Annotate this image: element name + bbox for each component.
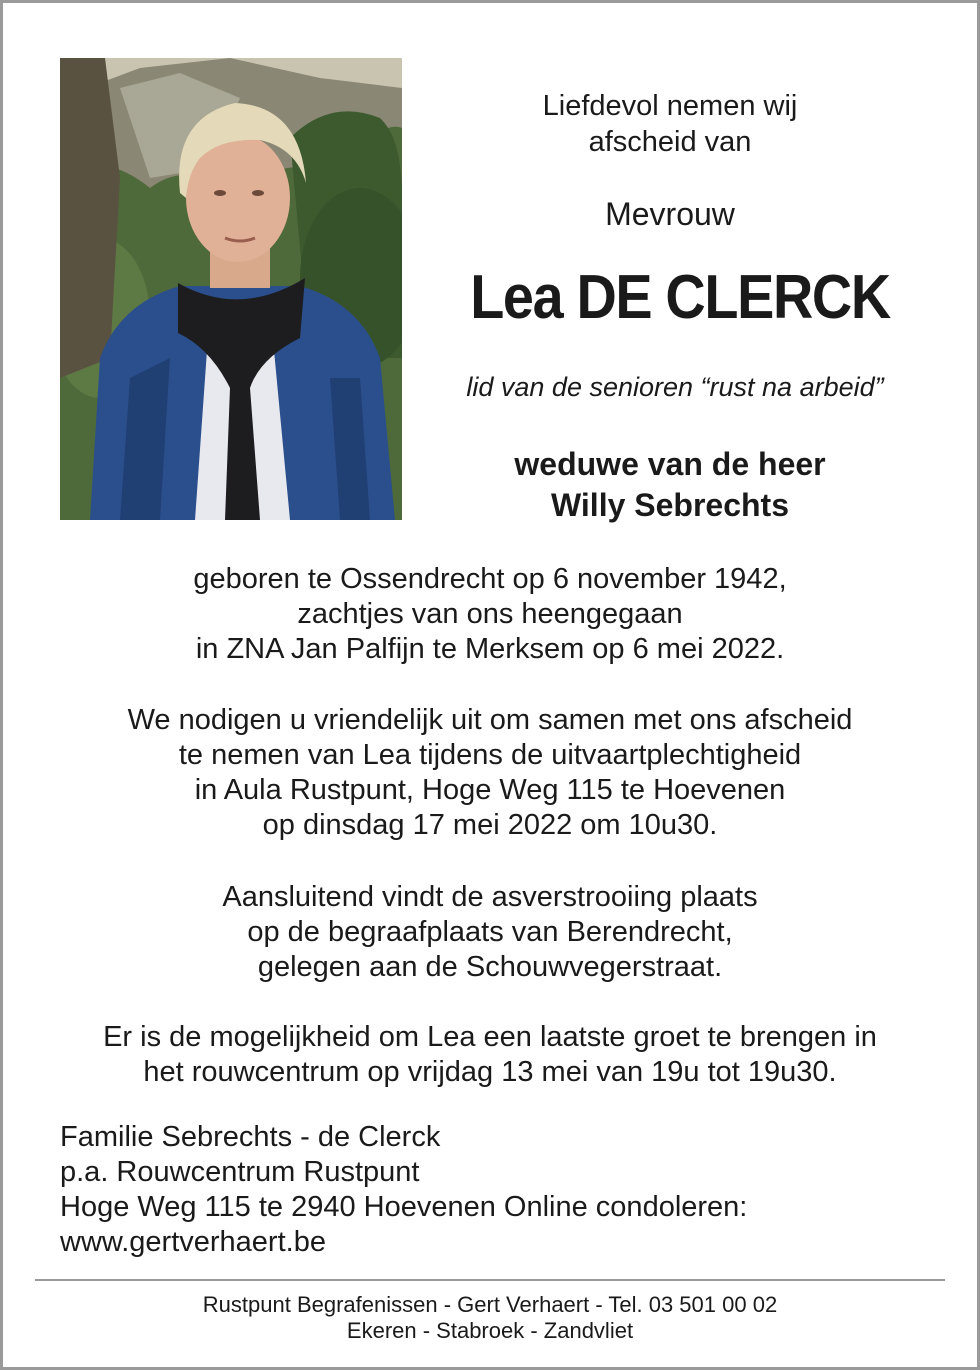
paragraph-line: te nemen van Lea tijdens de uitvaartplechtigheid <box>178 739 802 771</box>
paragraph-line: in ZNA Jan Palfijn te Merksem op 6 mei 2022. <box>195 633 785 665</box>
footer-line: Ekeren - Stabroek - Zandvliet <box>346 1318 634 1343</box>
deceased-name: Lea DE CLERCK <box>470 263 890 332</box>
honorific: Mevrouw <box>605 196 735 232</box>
paragraph-line: gelegen aan de Schouwvegerstraat. <box>257 951 723 983</box>
intro-line: afscheid van <box>588 126 752 158</box>
visitation-paragraph <box>40 1020 940 1090</box>
scattering-paragraph <box>40 880 940 985</box>
paragraph-line: in Aula Rustpunt, Hoge Weg 115 te Hoevenen <box>194 774 786 806</box>
intro-text <box>430 88 910 160</box>
birth-death-paragraph <box>40 562 940 667</box>
condolence-link[interactable]: www.gertverhaert.be <box>60 1226 326 1258</box>
portrait-illustration <box>60 58 402 520</box>
paragraph-line: zachtjes van ons heengegaan <box>297 598 683 630</box>
footer-line: Rustpunt Begrafenissen - Gert Verhaert - Tel. 03 501 00 02 <box>202 1292 778 1317</box>
widow-line: Willy Sebrechts <box>550 487 789 523</box>
widow-note <box>430 444 910 526</box>
widow-line: weduwe van de heer <box>514 446 826 482</box>
family-address <box>60 1120 920 1260</box>
paragraph-line: We nodigen u vriendelijk uit om samen met ons afscheid <box>127 704 853 736</box>
paragraph-line: geboren te Ossendrecht op 6 november 1942, <box>193 563 787 595</box>
paragraph-line: op de begraafplaats van Berendrecht, <box>247 916 733 948</box>
paragraph-line: Aansluitend vindt de asverstrooiing plaats <box>222 881 758 913</box>
footer-divider <box>35 1279 945 1281</box>
paragraph-line: het rouwcentrum op vrijdag 13 mei van 19u tot 19u30. <box>143 1056 837 1088</box>
family-line: Hoge Weg 115 te 2940 Hoevenen Online condoleren: <box>60 1191 748 1223</box>
funeral-home-footer <box>40 1292 940 1344</box>
paragraph-line: Er is de mogelijkheid om Lea een laatste groet te brengen in <box>103 1021 877 1053</box>
membership-note: lid van de senioren “rust na arbeid” <box>466 372 884 402</box>
family-line: Familie Sebrechts - de Clerck <box>60 1121 441 1153</box>
family-line: p.a. Rouwcentrum Rustpunt <box>60 1156 420 1188</box>
portrait-photo <box>60 58 402 520</box>
invitation-paragraph <box>40 703 940 843</box>
paragraph-line: op dinsdag 17 mei 2022 om 10u30. <box>262 809 718 841</box>
intro-line: Liefdevol nemen wij <box>542 90 798 122</box>
